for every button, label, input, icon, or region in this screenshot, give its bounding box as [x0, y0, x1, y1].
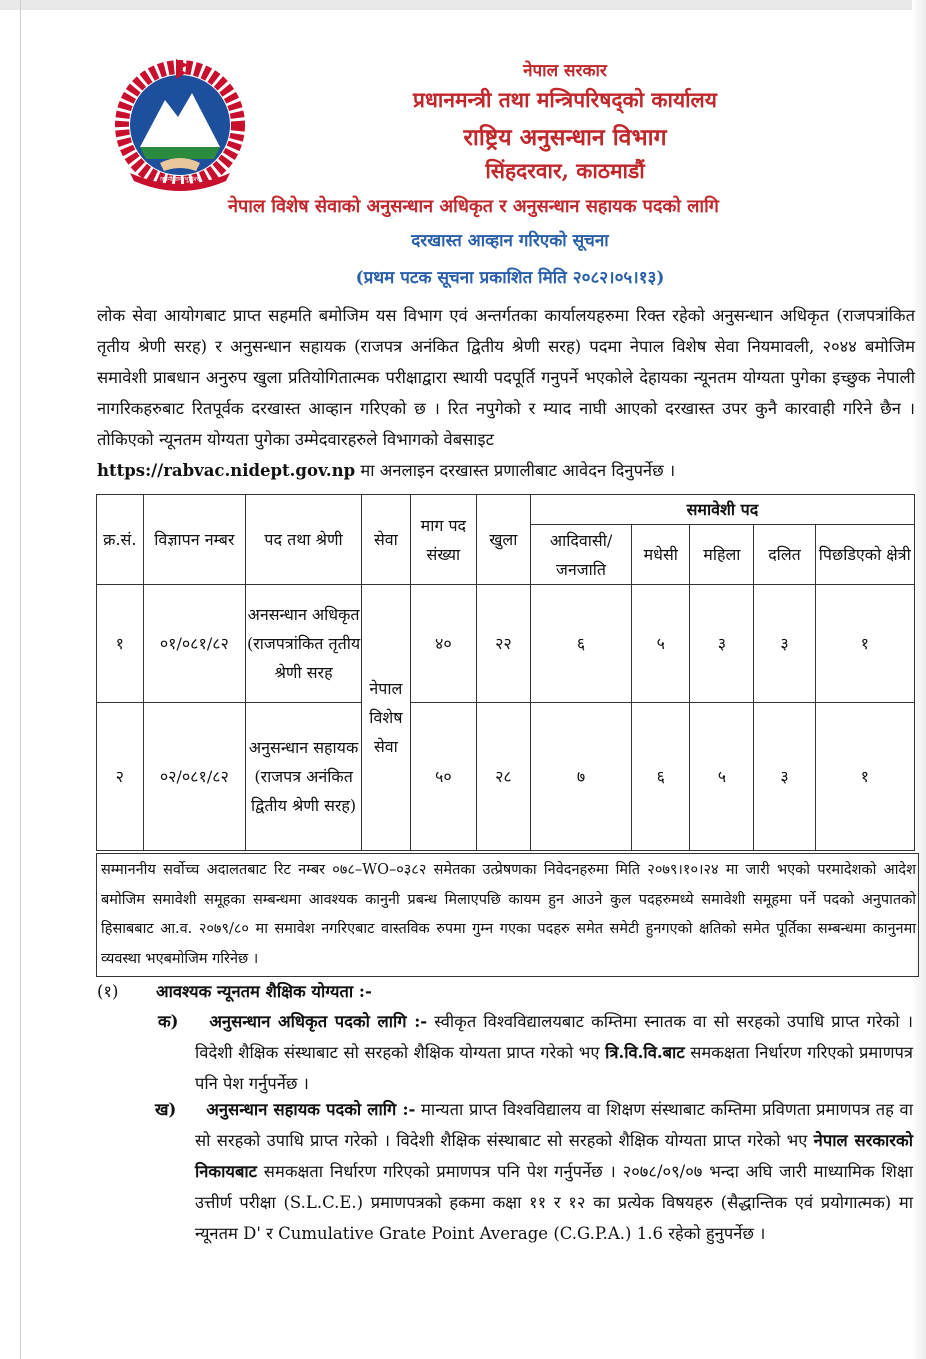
header-madhesi: मधेसी: [632, 525, 690, 585]
intro-text: लोक सेवा आयोगबाट प्राप्त सहमति बमोजिम यस विभाग एवं अन्तर्गतका कार्यालयहरुमा रिक्त रहेको अनुसन्धान अधिकृत (राजपत्रांकित तृतीय श्रेणी सरह) र अनुसन्धान सहायक (राजपत्र अनंकित द्वितीय श्रेणी सरह) पदमा नेपाल विशेष सेवा नियमावली, २०४४ बमोजिम समावेशी प्राबधान अनुरुप खुला प्रतियोगितात्मक परीक्षाद्वारा स्थायी पदपूर्ति गनुपर्ने भएकोले देहायका न्यूनतम योग्यता पुगेका इच्छुक नेपाली नागरिकहरुबाट रितपूर्वक दरखास्त आव्हान गरिएको छ । रित नपुगेको र म्याद नाघी आएको दरखास्त उपर कुनै कारवाही गरिने छैन । तोकिएको न्यूनतम योग्यता पुगेका उम्मेदवारहरुले विभागको वेबसाइट: [97, 306, 915, 449]
cell-adivasi: ७: [530, 703, 631, 851]
header-backward: पिछडिएको क्षेत्री: [815, 525, 914, 585]
item-kha-body2: समकक्षता निर्धारण गरिएको प्रमाणपत्र पनि पेश गर्नुपर्नेछ । २०७८/०९/०७ भन्दा अघि जारी माध्यामिक शिक्षा उत्तीर्ण परीक्षा (S.L.C.E.) प्रमाणपत्रको हकमा कक्षा ११ र १२ का प्रत्येक विषयहरु (सैद्धान्तिक एवं प्रयोगात्मक) मा न्यूनतम D' र Cumulative Grate Point Average (C.G.P.A.) 1.6 रहेको हुनुपर्नेछ ।: [195, 1162, 913, 1243]
cell-mahila: ५: [690, 703, 754, 851]
cell-open: २२: [476, 585, 530, 703]
website-link[interactable]: https://rabvac.nidept.gov.np: [97, 461, 356, 480]
cell-adivasi: ६: [530, 585, 631, 703]
header-inclusive: समावेशी पद: [530, 495, 914, 525]
cell-ad-no: ०२/०८१/८२: [143, 703, 246, 851]
item-kha-title: अनुसन्धान सहायक पदको लागि :-: [206, 1100, 416, 1119]
office-name: प्रधानमन्त्री तथा मन्त्रिपरिषद्‌को कार्यालय: [413, 87, 717, 112]
left-edge: [20, 0, 21, 1359]
cell-sn: २: [97, 703, 144, 851]
location: सिंहदरवार, काठमाडौं: [485, 158, 645, 183]
cell-open: २८: [476, 703, 530, 851]
intro-paragraph: [97, 300, 915, 486]
item-kha-body1: मान्यता प्राप्त विश्वविद्यालय वा शिक्षण संस्थाबाट कम्तिमा प्रविणता प्रमाणपत्र तह वा सो सरहको उपाधि प्राप्त गरेको । विदेशी शैक्षिक संस्थाबाट सो सरहको शैक्षिक योग्यता प्राप्त गरेको भए: [195, 1100, 913, 1150]
item-kha-bold: नेपाल सरकारको निकायबाट: [195, 1131, 913, 1181]
item-ka-text: [195, 1006, 913, 1099]
cell-post: अनसन्धान अधिकृत (राजपत्रांकित तृतीय श्रेणी सरह: [246, 585, 362, 703]
item-ka-title: अनुसन्धान अधिकृत पदको लागि :-: [209, 1012, 428, 1031]
cell-madhesi: ५: [632, 585, 690, 703]
table-note: सम्माननीय सर्वोच्च अदालतबाट रिट नम्बर ०७८–WO–०३८२ समेतका उत्प्रेषणका निवेदनहरुमा मिति २०७९।१०।२४ मा जारी भएको परमादेशको आदेश बमोजिम समावेशी समूहका सम्बन्धमा आवश्यक कानुनी प्रबन्ध मिलाएपछि कायम हुन आउने कुल पदहरुमध्ये समावेशी समूहमा पर्ने पदको अनुपातको हिसाबबाट आ.व. २०७९/८० मा समावेश नगरिएबाट वास्तविक रुपमा गुम्न गएका पदहरु समेत समेटी हुनगएको क्षतिको समेत पूर्तिका सम्बन्धमा कानुनमा व्यवस्था भएबमोजिम गरिनेछ ।: [96, 853, 919, 977]
notice-subject: नेपाल विशेष सेवाको अनुसन्धान अधिकृत र अनुसन्धान सहायक पदको लागि: [228, 196, 719, 217]
cell-sn: १: [97, 585, 144, 703]
header-dalit: दलित: [754, 525, 815, 585]
top-edge: [0, 0, 926, 10]
table-row: [97, 585, 915, 703]
item-ka-body1: स्वीकृत विश्वविद्यालयबाट कम्तिमा स्नातक वा सो सरहको उपाधि प्राप्त गरेको । विदेशी शैक्षिक संस्थाबाट सो सरहको शैक्षिक योग्यता प्राप्त गरेको भए: [195, 1012, 913, 1062]
table-row: [97, 703, 915, 851]
item-ka-label: क): [158, 1012, 179, 1031]
header-sn: क्र.सं.: [97, 495, 144, 585]
header-demand: माग पद संख्या: [410, 495, 476, 585]
item-ka-body2: समकक्षता निर्धारण गरिएको प्रमाणपत्र पनि पेश गर्नुपर्नेछ ।: [195, 1043, 913, 1093]
intro-text-after: मा अनलाइन दरखास्त प्रणालीबाट आवेदन दिनुपर्नेछ ।: [355, 461, 676, 480]
cell-ad-no: ०१/०८१/८२: [143, 585, 246, 703]
section-number: (१): [97, 982, 119, 1001]
cell-backward: १: [815, 703, 914, 851]
notice-title: दरखास्त आव्हान गरिएको सूचना: [411, 231, 609, 251]
header-ad-no: विज्ञापन नम्बर: [143, 495, 246, 585]
cell-madhesi: ६: [632, 703, 690, 851]
header-adivasi: आदिवासी/ जनजाति: [530, 525, 631, 585]
section-title: आवश्यक न्यूनतम शैक्षिक योग्यता :-: [156, 982, 372, 1001]
publish-date: (प्रथम पटक सूचना प्रकाशित मिति २०८२।०५।१३): [355, 268, 665, 288]
header-mahila: महिला: [690, 525, 754, 585]
header-open: खुला: [476, 495, 530, 585]
cell-demand: ४०: [410, 585, 476, 703]
item-kha-text: [195, 1094, 913, 1249]
svg-text:जननी जन्मभूमिश्च: जननी जन्मभूमिश्च: [159, 176, 201, 183]
item-kha-label: ख): [155, 1100, 177, 1119]
vacancy-table: [96, 494, 915, 851]
cell-mahila: ३: [690, 585, 754, 703]
item-ka-bold: त्रि.वि.वि.बाट: [605, 1043, 685, 1062]
cell-dalit: ३: [754, 703, 815, 851]
cell-post: अनुसन्धान सहायक (राजपत्र अनंकित द्वितीय श्रेणी सरह): [246, 703, 362, 851]
cell-service: नेपाल विशेष सेवा: [362, 585, 411, 851]
header-post: पद तथा श्रेणी: [246, 495, 362, 585]
government-name: नेपाल सरकार: [523, 61, 607, 81]
cell-dalit: ३: [754, 585, 815, 703]
header-service: सेवा: [362, 495, 411, 585]
cell-demand: ५०: [410, 703, 476, 851]
cell-backward: १: [815, 585, 914, 703]
department-name: राष्ट्रिय अनुसन्धान विभाग: [463, 124, 667, 151]
